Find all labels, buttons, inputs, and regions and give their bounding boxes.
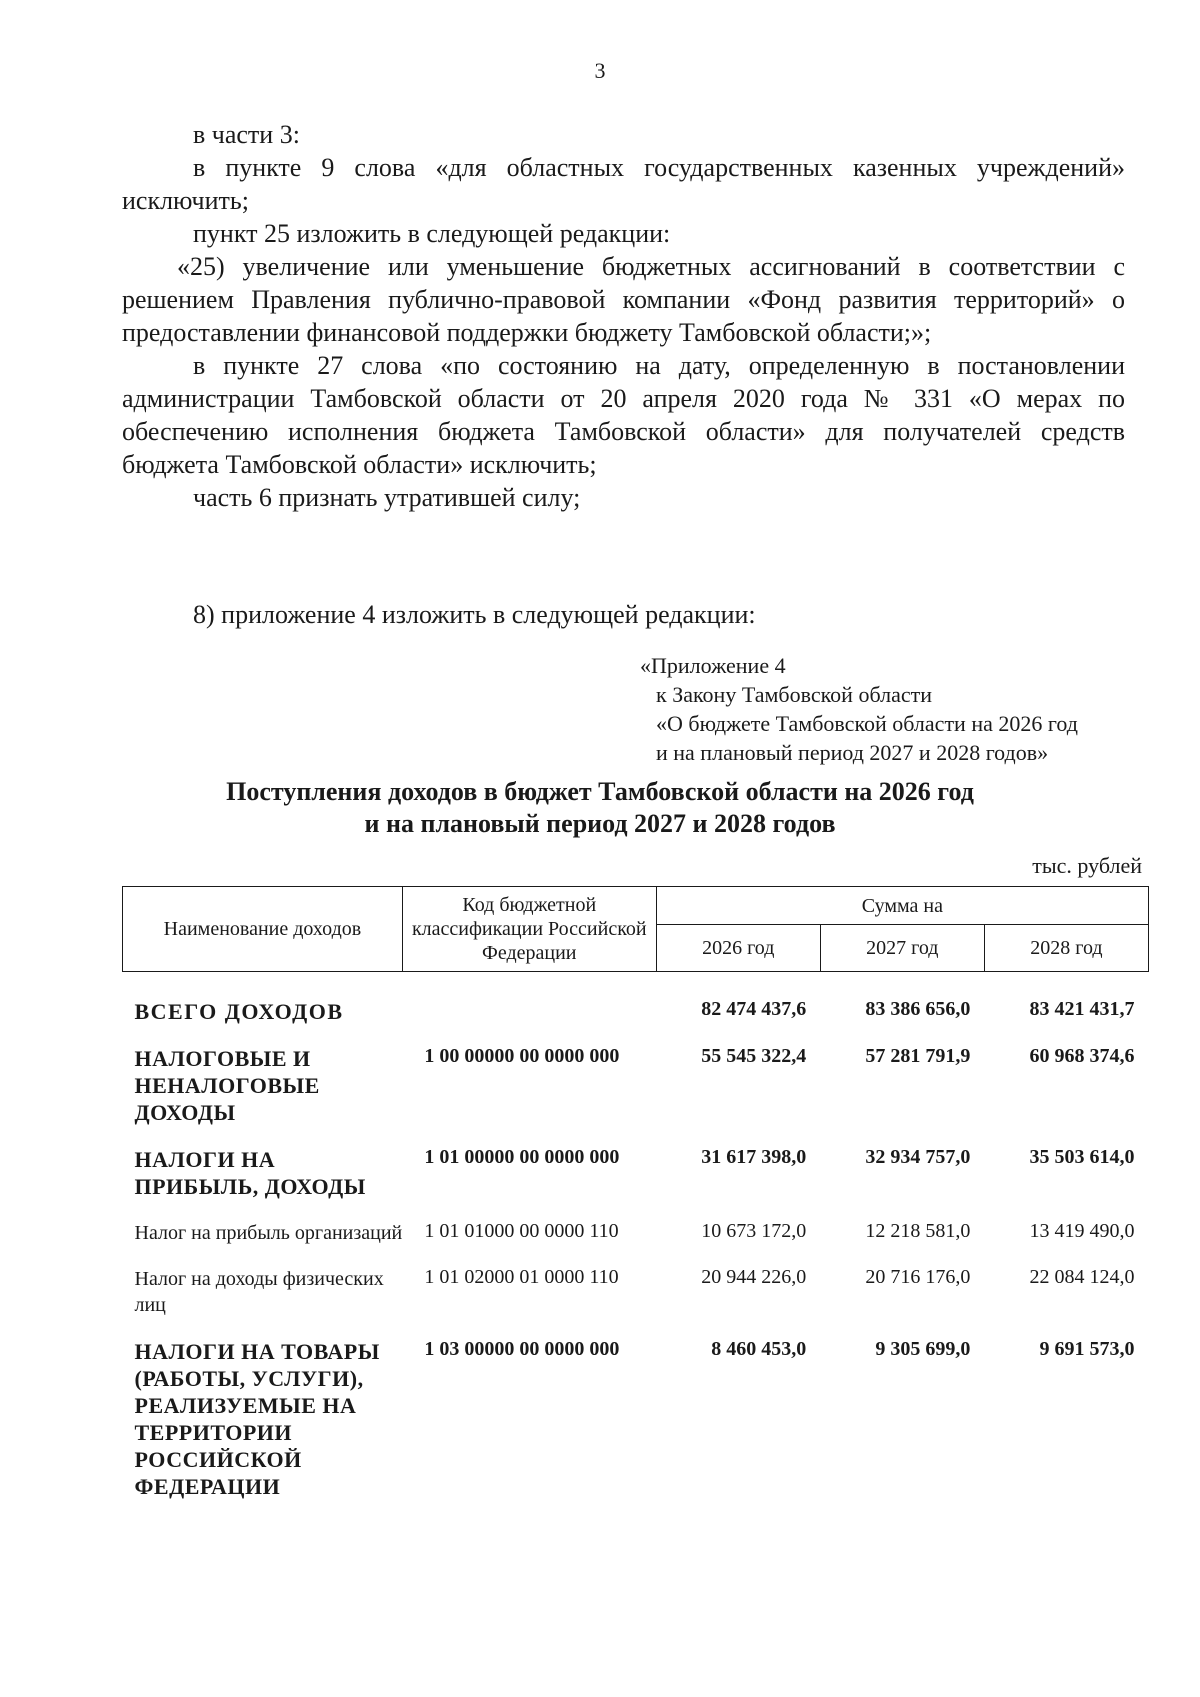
row-code: 1 01 00000 00 0000 000 (424, 1146, 620, 1168)
paragraph-part-3: в части 3: (193, 120, 300, 149)
section-8-text: 8) приложение 4 изложить в следующей редакции: (193, 600, 756, 629)
header-name: Наименование доходов (123, 887, 403, 972)
row-code: 1 01 01000 00 0000 110 (424, 1220, 619, 1242)
table-row (123, 1338, 1149, 1520)
header-year-2027: 2027 год (820, 925, 984, 972)
table-row (123, 1146, 1149, 1220)
row-value-2028: 9 691 573,0 (1039, 1338, 1135, 1360)
page-number: 3 (594, 58, 606, 83)
appendix-reference (640, 651, 1078, 767)
table-title-line-2: и на плановый период 2027 и 2028 годов (364, 809, 836, 838)
row-code: 1 03 00000 00 0000 000 (424, 1338, 620, 1360)
row-value-2026: 55 545 322,4 (701, 1045, 807, 1067)
row-value-2027: 57 281 791,9 (865, 1045, 971, 1067)
row-value-2028: 13 419 490,0 (1029, 1220, 1135, 1242)
row-value-2027: 9 305 699,0 (875, 1338, 971, 1360)
paragraph-item-9: в пункте 9 слова «для областных государственных казенных учреждений» исключить; (122, 153, 1125, 215)
header-code: Код бюджетной классификации Российской Федерации (402, 887, 656, 972)
row-name: НАЛОГИ НА ТОВАРЫ (РАБОТЫ, УСЛУГИ), РЕАЛИЗУЕМЫЕ НА ТЕРРИТОРИИ РОССИЙСКОЙ ФЕДЕРАЦИИ (134, 1339, 380, 1499)
amendment-text (122, 118, 1125, 514)
table-title-line-1: Поступления доходов в бюджет Тамбовской области на 2026 год (226, 777, 974, 806)
table-row (123, 1220, 1149, 1266)
row-name: ВСЕГО ДОХОДОВ (134, 999, 344, 1024)
row-value-2027: 32 934 757,0 (865, 1146, 971, 1168)
header-year-2026: 2026 год (656, 925, 820, 972)
row-code (402, 972, 656, 1046)
row-value-2026: 10 673 172,0 (701, 1220, 807, 1242)
row-value-2028: 83 421 431,7 (1029, 998, 1135, 1020)
row-name: НАЛОГИ НА ПРИБЫЛЬ, ДОХОДЫ (134, 1147, 366, 1199)
row-code: 1 01 02000 01 0000 110 (424, 1266, 619, 1288)
row-value-2026: 20 944 226,0 (701, 1266, 807, 1288)
paragraph-part-6: часть 6 признать утратившей силу; (193, 483, 581, 512)
appendix-line-4: и на плановый период 2027 и 2028 годов» (656, 740, 1049, 765)
row-value-2026: 31 617 398,0 (701, 1146, 807, 1168)
row-value-2027: 83 386 656,0 (865, 998, 971, 1020)
table-row (123, 972, 1149, 1046)
row-name: НАЛОГОВЫЕ И НЕНАЛОГОВЫЕ ДОХОДЫ (134, 1046, 320, 1125)
table-row (123, 1045, 1149, 1146)
row-name: Налог на прибыль организаций (134, 1222, 403, 1244)
row-value-2027: 12 218 581,0 (865, 1220, 971, 1242)
paragraph-item-25-intro: пункт 25 изложить в следующей редакции: (193, 219, 671, 248)
row-value-2027: 20 716 176,0 (865, 1266, 971, 1288)
row-name: Налог на доходы физических лиц (134, 1268, 384, 1316)
row-value-2026: 8 460 453,0 (711, 1338, 807, 1360)
row-value-2028: 60 968 374,6 (1029, 1045, 1135, 1067)
row-value-2028: 22 084 124,0 (1029, 1266, 1135, 1288)
appendix-line-3: «О бюджете Тамбовской области на 2026 год (656, 711, 1078, 736)
row-value-2028: 35 503 614,0 (1029, 1146, 1135, 1168)
paragraph-item-25-text: «25) увеличение или уменьшение бюджетных ассигнований в соответствии с решением Правления публично-правовой компании «Фонд развития территорий» о предоставлении финансовой поддержки бюджету Тамбовской области;»; (122, 252, 1125, 347)
appendix-line-1: «Приложение 4 (640, 653, 786, 678)
appendix-line-2: к Закону Тамбовской области (656, 682, 932, 707)
table-row (123, 1266, 1149, 1338)
paragraph-item-27: в пункте 27 слова «по состоянию на дату, определенную в постановлении администрации Тамбовской области от 20 апреля 2020 года № 331 «О мерах по обеспечению исполнения бюджета Тамбовской области» для получателей средств бюджета Тамбовской области» исключить; (122, 351, 1125, 479)
row-code: 1 00 00000 00 0000 000 (424, 1045, 620, 1067)
units-label: тыс. рублей (1032, 853, 1142, 878)
row-value-2026: 82 474 437,6 (701, 998, 807, 1020)
table-title (0, 776, 1200, 840)
header-sum: Сумма на (656, 887, 1148, 925)
header-year-2028: 2028 год (984, 925, 1148, 972)
revenue-table (122, 886, 1149, 1520)
